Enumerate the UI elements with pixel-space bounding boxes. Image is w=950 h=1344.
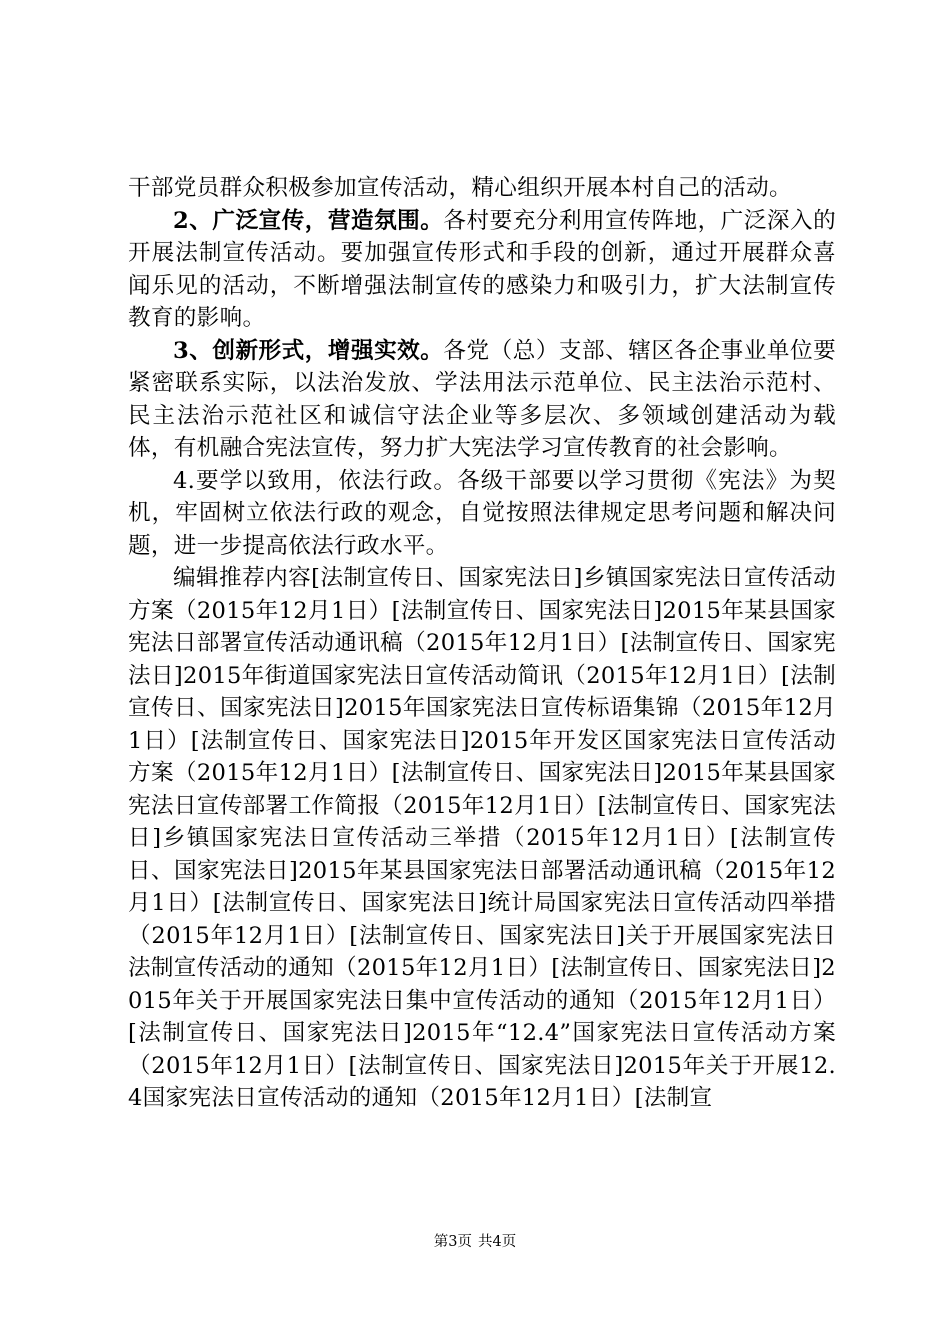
- page-footer: [0, 1232, 950, 1252]
- page-total: 共4页: [478, 1234, 517, 1250]
- paragraph-2-text: 各村要充分利用宣传阵地，广泛深入的开展法制宣传活动。要加强宣传形式和手段的创新，通过开展群众喜闻乐见的活动，不断增强法制宣传的感染力和吸引力，扩大法制宣传教育的影响。: [128, 207, 836, 331]
- paragraph-4-text: 4.要学以致用，依法行政。各级干部要以学习贯彻《宪法》为契机，牢固树立依法行政的观念，自觉按照法律规定思考问题和解决问题，进一步提高依法行政水平。: [128, 467, 836, 559]
- paragraph-3-heading: 3、创新形式，增强实效。: [173, 337, 444, 364]
- paragraph-3-text: 各党（总）支部、辖区各企事业单位要紧密联系实际，以法治发放、学法用法示范单位、民主法治示范村、民主法治示范社区和诚信守法企业等多层次、多领域创建活动为载体，有机融合宪法宣传，努力扩大宪法学习宣传教育的社会影响。: [128, 337, 836, 461]
- paragraph-3: [128, 335, 836, 465]
- paragraph-1: [128, 172, 836, 205]
- paragraph-2-heading: 2、广泛宣传，营造氛围。: [173, 207, 444, 234]
- paragraph-5-text: 编辑推荐内容[法制宣传日、国家宪法日]乡镇国家宪法日宣传活动方案（2015年12月1日）[法制宣传日、国家宪法日]2015年某县国家宪法日部署宣传活动通讯稿（2015年12月1日）[法制宣传日、国家宪法日]2015年街道国家宪法日宣传活动简讯（2015年12月1日）[法制宣传日、国家宪法日]2015年国家宪法日宣传标语集锦（2015年12月1日）[法制宣传日、国家宪法日]2015年开发区国家宪法日宣传活动方案（2015年12月1日）[法制宣传日、国家宪法日]2015年某县国家宪法日宣传部署工作简报（2015年12月1日）[法制宣传日、国家宪法日]乡镇国家宪法日宣传活动三举措（2015年12月1日）[法制宣传日、国家宪法日]2015年某县国家宪法日部署活动通讯稿（2015年12月1日）[法制宣传日、国家宪法日]统计局国家宪法日宣传活动四举措（2015年12月1日）[法制宣传日、国家宪法日]关于开展国家宪法日法制宣传活动的通知（2015年12月1日）[法制宣传日、国家宪法日]2015年关于开展国家宪法日集中宣传活动的通知（2015年12月1日）[法制宣传日、国家宪法日]2015年“12.4”国家宪法日宣传活动方案（2015年12月1日）[法制宣传日、国家宪法日]2015年关于开展12.4国家宪法日宣传活动的通知（2015年12月1日）[法制宣: [128, 565, 836, 1111]
- paragraph-5: [128, 562, 836, 1115]
- paragraph-4: [128, 465, 836, 563]
- paragraph-2: [128, 205, 836, 335]
- document-body: [128, 172, 836, 1115]
- paragraph-1-text: 干部党员群众积极参加宣传活动，精心组织开展本村自己的活动。: [128, 175, 792, 201]
- page-number: 第3页: [433, 1234, 472, 1250]
